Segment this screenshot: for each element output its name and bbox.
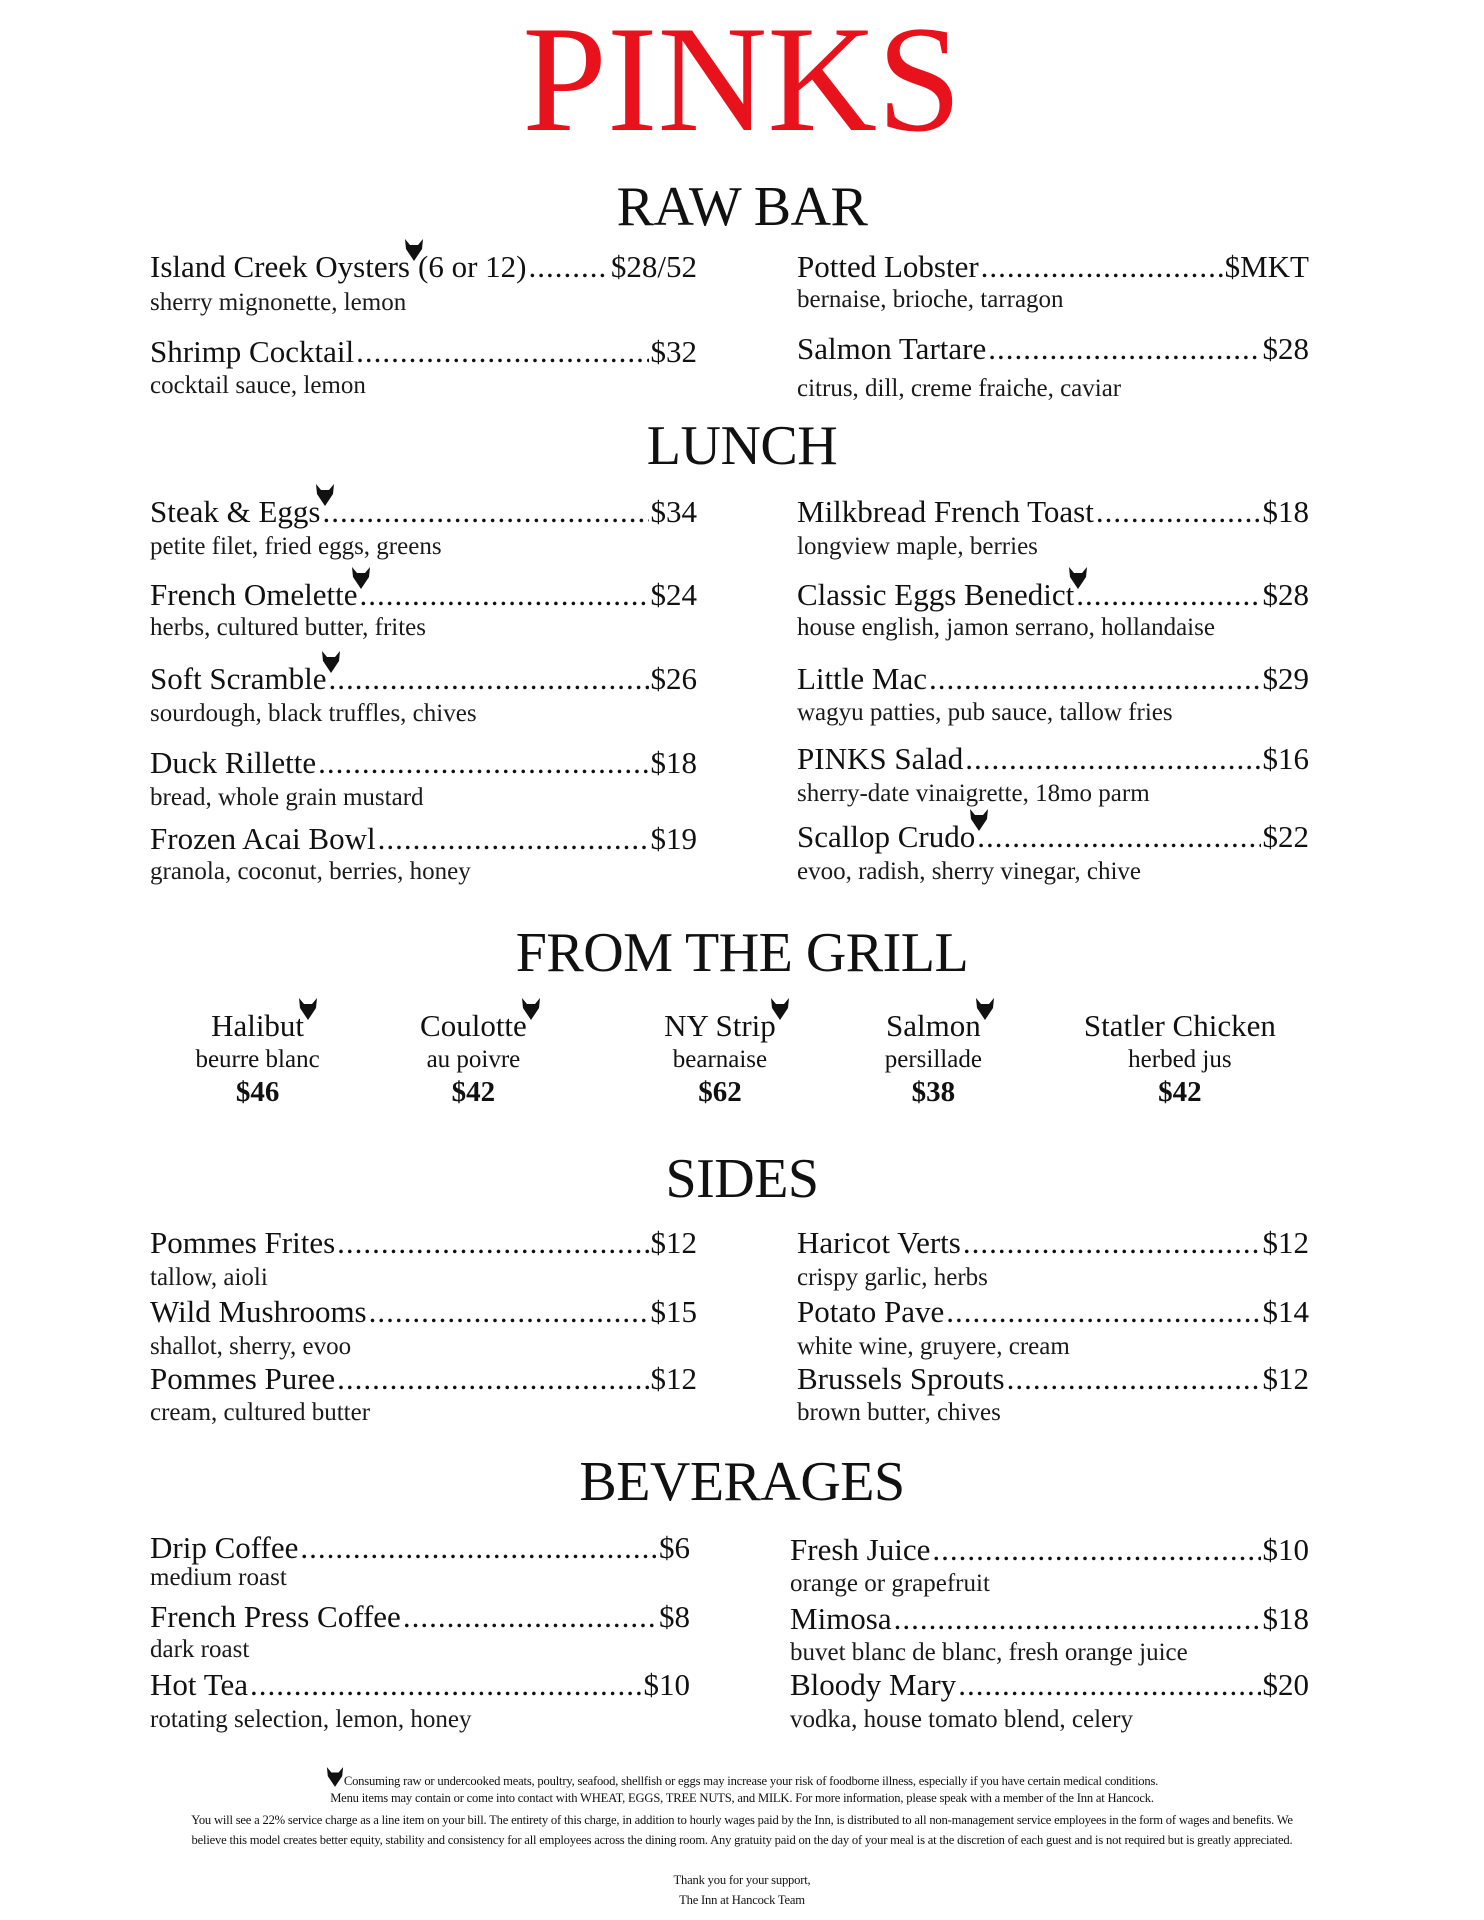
grill-item (813, 1008, 1053, 1108)
dot-leader (932, 1532, 1260, 1568)
menu-item (797, 1294, 1309, 1330)
item-name: Pommes Frites (150, 1225, 336, 1261)
item-description: beurre blanc (195, 1046, 320, 1074)
grill-item (600, 1008, 840, 1108)
signature: The Inn at Hancock Team (679, 1893, 805, 1907)
item-description: tallow, aioli (150, 1264, 268, 1292)
item-name: Duck Rillette (150, 744, 317, 780)
item-price: $15 (650, 1294, 697, 1330)
item-price: $34 (650, 494, 697, 530)
item-price: $38 (911, 1076, 956, 1109)
item-name: Salmon (886, 1008, 981, 1044)
item-name: Island Creek Oysters (150, 249, 410, 285)
item-name: Pommes Puree (150, 1361, 336, 1397)
beverages-heading: BEVERAGES (579, 1451, 905, 1514)
menu-item (797, 819, 1309, 855)
dot-leader (329, 661, 649, 697)
item-name: French Press Coffee (150, 1599, 401, 1635)
sides-heading: SIDES (665, 1148, 819, 1211)
item-name: Coulotte (420, 1008, 527, 1044)
dot-leader (1007, 1361, 1261, 1397)
dot-leader (300, 1530, 657, 1566)
menu-item (150, 1294, 697, 1330)
menu-item (790, 1532, 1309, 1568)
item-price: $10 (643, 1666, 690, 1702)
item-description: cocktail sauce, lemon (150, 371, 366, 399)
item-description: sourdough, black truffles, chives (150, 700, 477, 728)
item-description: sherry-date vinaigrette, 18mo parm (797, 779, 1150, 807)
item-price: $28 (1262, 331, 1309, 367)
dot-leader (359, 577, 648, 613)
dot-leader (318, 745, 648, 781)
menu-item (150, 334, 697, 370)
item-price: $19 (650, 820, 697, 856)
menu-item (150, 249, 697, 285)
fox-icon (298, 992, 318, 1014)
item-description: house english, jamon serrano, hollandaise (797, 614, 1215, 642)
dot-leader (337, 1361, 648, 1397)
item-name: French Omelette (150, 577, 357, 613)
item-description: citrus, dill, creme fraiche, caviar (797, 375, 1122, 403)
lunch-heading: LUNCH (646, 414, 838, 477)
dot-leader (981, 249, 1223, 285)
item-price: $32 (650, 333, 697, 369)
dot-leader (958, 1667, 1260, 1703)
menu-item (797, 1225, 1309, 1261)
item-price: $8 (659, 1599, 690, 1635)
restaurant-title: PINKS (522, 0, 962, 163)
menu-item (790, 1601, 1309, 1637)
item-description: herbed jus (1128, 1046, 1232, 1074)
dot-leader (946, 1294, 1260, 1330)
item-name: Statler Chicken (1083, 1008, 1276, 1044)
item-price: $12 (1262, 1225, 1309, 1261)
item-description: rotating selection, lemon, honey (150, 1706, 472, 1733)
dot-leader (356, 334, 648, 370)
item-description: herbs, cultured butter, frites (150, 614, 426, 642)
menu-item (797, 331, 1309, 367)
item-description: vodka, house tomato blend, celery (790, 1706, 1133, 1733)
grill-item (138, 1008, 378, 1108)
item-name: Soft Scramble (150, 661, 327, 697)
item-name: Hot Tea (150, 1666, 248, 1702)
dot-leader (378, 821, 649, 857)
item-name: Frozen Acai Bowl (150, 820, 376, 856)
item-price: $28/52 (610, 249, 697, 285)
dot-leader (894, 1601, 1261, 1637)
item-description: sherry mignonette, lemon (150, 289, 407, 317)
menu-item (150, 577, 697, 613)
item-price: $18 (650, 744, 697, 780)
item-name: Halibut (211, 1008, 304, 1044)
menu-item (150, 821, 697, 857)
dot-leader (528, 249, 608, 285)
item-price: $20 (1262, 1666, 1309, 1702)
item-description: wagyu patties, pub sauce, tallow fries (797, 699, 1173, 727)
dot-leader (369, 1294, 649, 1330)
item-description: au poivre (426, 1046, 521, 1074)
item-name: Milkbread French Toast (797, 494, 1094, 530)
item-name: Steak & Eggs (150, 494, 321, 530)
allergy-notice-2: Menu items may contain or come into contact with WHEAT, EGGS, TREE NUTS, and MILK. For more information, please speak with a member of the Inn at Hancock. (330, 1791, 1154, 1805)
item-price: $46 (235, 1076, 280, 1109)
item-description: dark roast (150, 1636, 250, 1664)
dot-leader (988, 331, 1260, 367)
item-name: Shrimp Cocktail (150, 333, 355, 369)
item-description: white wine, gruyere, cream (797, 1333, 1070, 1361)
item-name: Classic Eggs Benedict (797, 577, 1074, 613)
item-price: $6 (659, 1529, 690, 1565)
menu-item (790, 1667, 1309, 1703)
menu-item (150, 745, 697, 781)
footer-text: Consuming raw or undercooked meats, poultry, seafood, shellfish or eggs may increase your risk of foodborne illness, especially if you have certain medical conditions. (343, 1774, 1159, 1788)
menu-item (150, 1361, 697, 1397)
item-description: brown butter, chives (797, 1399, 1001, 1427)
item-name: Mimosa (790, 1600, 892, 1636)
service-charge-notice-2: believe this model creates better equity, stability and consistency for all employees across the dining room. Any gratuity paid on the day of your meal is at the discretion of each guest and is not required but is greatly appreciated. (191, 1833, 1293, 1847)
item-name: Bloody Mary (790, 1666, 957, 1702)
item-description: orange or grapefruit (790, 1569, 990, 1597)
item-name: Fresh Juice (790, 1531, 931, 1567)
dot-leader (250, 1667, 642, 1703)
fox-icon (975, 992, 995, 1014)
item-price: $42 (1158, 1076, 1202, 1109)
item-price: $18 (1262, 1600, 1309, 1636)
fox-icon (351, 561, 371, 583)
item-description: medium roast (150, 1563, 287, 1591)
fox-icon (315, 478, 335, 500)
item-price: $14 (1262, 1294, 1309, 1330)
item-description: buvet blanc de blanc, fresh orange juice (790, 1638, 1188, 1666)
item-price: $10 (1262, 1531, 1309, 1567)
item-price: $12 (1262, 1361, 1309, 1397)
item-name: Salmon Tartare (797, 331, 987, 367)
item-name: NY Strip (664, 1008, 776, 1044)
fox-icon (321, 645, 341, 667)
dot-leader (965, 741, 1260, 777)
item-description: crispy garlic, herbs (797, 1264, 988, 1292)
item-description: granola, coconut, berries, honey (150, 858, 471, 886)
item-price: $62 (698, 1076, 742, 1109)
dot-leader (929, 661, 1261, 697)
menu-item (797, 494, 1309, 530)
dot-leader (1076, 577, 1260, 613)
fox-icon (770, 992, 790, 1014)
menu-item (150, 494, 697, 530)
menu-item (797, 577, 1309, 613)
item-name: Brussels Sprouts (797, 1361, 1005, 1397)
thanks-note: Thank you for your support, (673, 1873, 811, 1887)
item-description: bread, whole grain mustard (150, 783, 424, 811)
item-description: bearnaise (672, 1046, 768, 1074)
menu-item (150, 1225, 697, 1261)
grill-item (353, 1008, 593, 1108)
service-charge-notice-1: You will see a 22% service charge as a line item on your bill. The entirety of this charge, in addition to hourly wages paid by the Inn, is distributed to all non-management service employees in the form of wages and benefits. We (191, 1813, 1293, 1827)
item-description: longview maple, berries (797, 533, 1038, 561)
menu-item (797, 1361, 1309, 1397)
raw-bar-heading: RAW BAR (616, 175, 868, 238)
menu-item (150, 661, 697, 697)
item-name: Potato Pave (797, 1294, 945, 1330)
fox-icon (1068, 561, 1088, 583)
item-portion: (6 or 12) (418, 249, 527, 285)
item-description: cream, cultured butter (150, 1399, 371, 1427)
menu-item (150, 1667, 690, 1703)
fox-icon (326, 1767, 344, 1787)
fox-icon (404, 233, 424, 255)
item-description: bernaise, brioche, tarragon (797, 285, 1064, 313)
item-price: $22 (1262, 819, 1309, 855)
grill-item (1060, 1008, 1300, 1108)
item-price: $42 (451, 1076, 496, 1109)
item-name: Potted Lobster (797, 249, 979, 285)
item-price: $24 (650, 576, 697, 612)
dot-leader (337, 1225, 648, 1261)
item-price: $12 (650, 1361, 697, 1397)
menu-item (150, 1599, 690, 1635)
menu-item (150, 1530, 690, 1566)
dot-leader (403, 1599, 657, 1635)
menu-item (797, 249, 1309, 285)
menu-item (797, 741, 1309, 777)
dot-leader (963, 1225, 1261, 1261)
item-name: Haricot Verts (797, 1225, 961, 1261)
grill-heading: FROM THE GRILL (515, 922, 969, 985)
menu-item (797, 661, 1309, 697)
item-description: shallot, sherry, evoo (150, 1333, 352, 1361)
item-name: Little Mac (797, 661, 927, 697)
item-description: persillade (884, 1046, 982, 1074)
item-name: Scallop Crudo (797, 819, 975, 855)
dot-leader (323, 494, 649, 530)
item-description: petite filet, fried eggs, greens (150, 533, 442, 561)
item-price: $26 (650, 661, 697, 697)
fox-icon (969, 803, 989, 825)
item-price: $12 (650, 1225, 697, 1261)
item-price: $16 (1262, 740, 1309, 776)
item-price: $28 (1262, 576, 1309, 612)
item-name: PINKS Salad (797, 740, 964, 776)
item-price: $29 (1262, 661, 1309, 697)
item-name: Wild Mushrooms (150, 1294, 367, 1330)
fox-icon (521, 992, 541, 1014)
dot-leader (1096, 494, 1261, 530)
item-price: $MKT (1224, 249, 1309, 285)
item-description: evoo, radish, sherry vinegar, chive (797, 858, 1142, 886)
item-name: Drip Coffee (150, 1529, 299, 1565)
dot-leader (977, 819, 1260, 855)
item-price: $18 (1262, 494, 1309, 530)
